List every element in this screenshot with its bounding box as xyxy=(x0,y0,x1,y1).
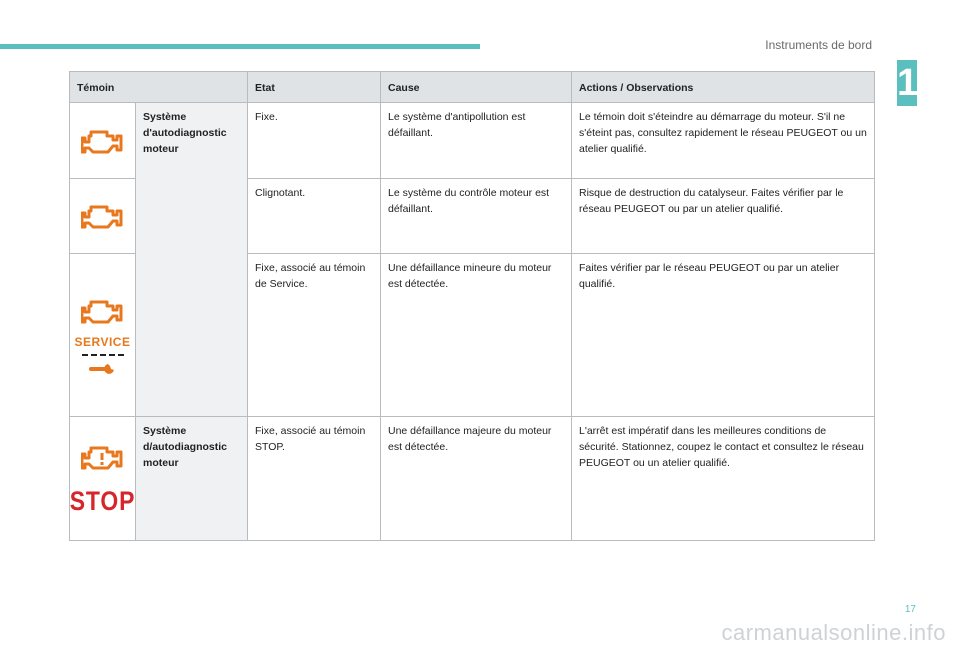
system-label-1: Système d'autodiagnostic moteur xyxy=(136,103,248,417)
col-header-etat: Etat xyxy=(248,72,381,103)
actions-cell: L'arrêt est impératif dans les meilleures conditions de sécurité. Stationnez, coupez le contact et consultez le réseau PEUGEOT ou un atelier qualifié. xyxy=(572,417,875,541)
table-header-row xyxy=(70,72,875,103)
etat-cell: Fixe, associé au témoin de Service. xyxy=(248,254,381,417)
cause-cell: Le système d'antipollution est défaillant. xyxy=(381,103,572,179)
actions-cell: Risque de destruction du catalyseur. Faites vérifier par le réseau PEUGEOT ou par un atelier qualifié. xyxy=(572,179,875,254)
temoin-icon-cell xyxy=(70,179,136,254)
chapter-number-tab: 1 xyxy=(897,62,919,104)
col-header-cause: Cause xyxy=(381,72,572,103)
section-title: Instruments de bord xyxy=(765,38,872,52)
etat-cell: Fixe, associé au témoin STOP. xyxy=(248,417,381,541)
cause-cell: Une défaillance majeure du moteur est détectée. xyxy=(381,417,572,541)
system-label-2: Système d/autodiagnostic moteur xyxy=(136,417,248,541)
etat-cell: Fixe. xyxy=(248,103,381,179)
watermark: carmanualsonline.info xyxy=(721,620,946,645)
actions-cell: Le témoin doit s'éteindre au démarrage du moteur. S'il ne s'éteint pas, consultez rapidement le réseau PEUGEOT ou un atelier qualifié. xyxy=(572,103,875,179)
temoin-icon-cell xyxy=(70,417,136,541)
col-header-temoin: Témoin xyxy=(70,72,248,103)
service-icon: SERVICE xyxy=(74,335,131,349)
temoin-icon-cell xyxy=(70,103,136,179)
table-row xyxy=(70,417,875,541)
wrench-icon xyxy=(89,360,117,374)
actions-cell: Faites vérifier par le réseau PEUGEOT ou par un atelier qualifié. xyxy=(572,254,875,417)
col-header-actions: Actions / Observations xyxy=(572,72,875,103)
engine-alert-icon xyxy=(81,442,125,472)
engine-icon xyxy=(81,126,125,156)
cause-cell: Une défaillance mineure du moteur est détectée. xyxy=(381,254,572,417)
engine-icon xyxy=(81,296,125,326)
dash-divider xyxy=(82,354,124,356)
warning-lights-table xyxy=(69,71,875,541)
header-accent-bar xyxy=(0,44,480,49)
cause-cell: Le système du contrôle moteur est défaillant. xyxy=(381,179,572,254)
temoin-icon-cell xyxy=(70,254,136,417)
table-row xyxy=(70,103,875,179)
engine-icon xyxy=(81,201,125,231)
stop-icon: STOP xyxy=(69,486,136,516)
page-number: 17 xyxy=(904,604,916,615)
etat-cell: Clignotant. xyxy=(248,179,381,254)
